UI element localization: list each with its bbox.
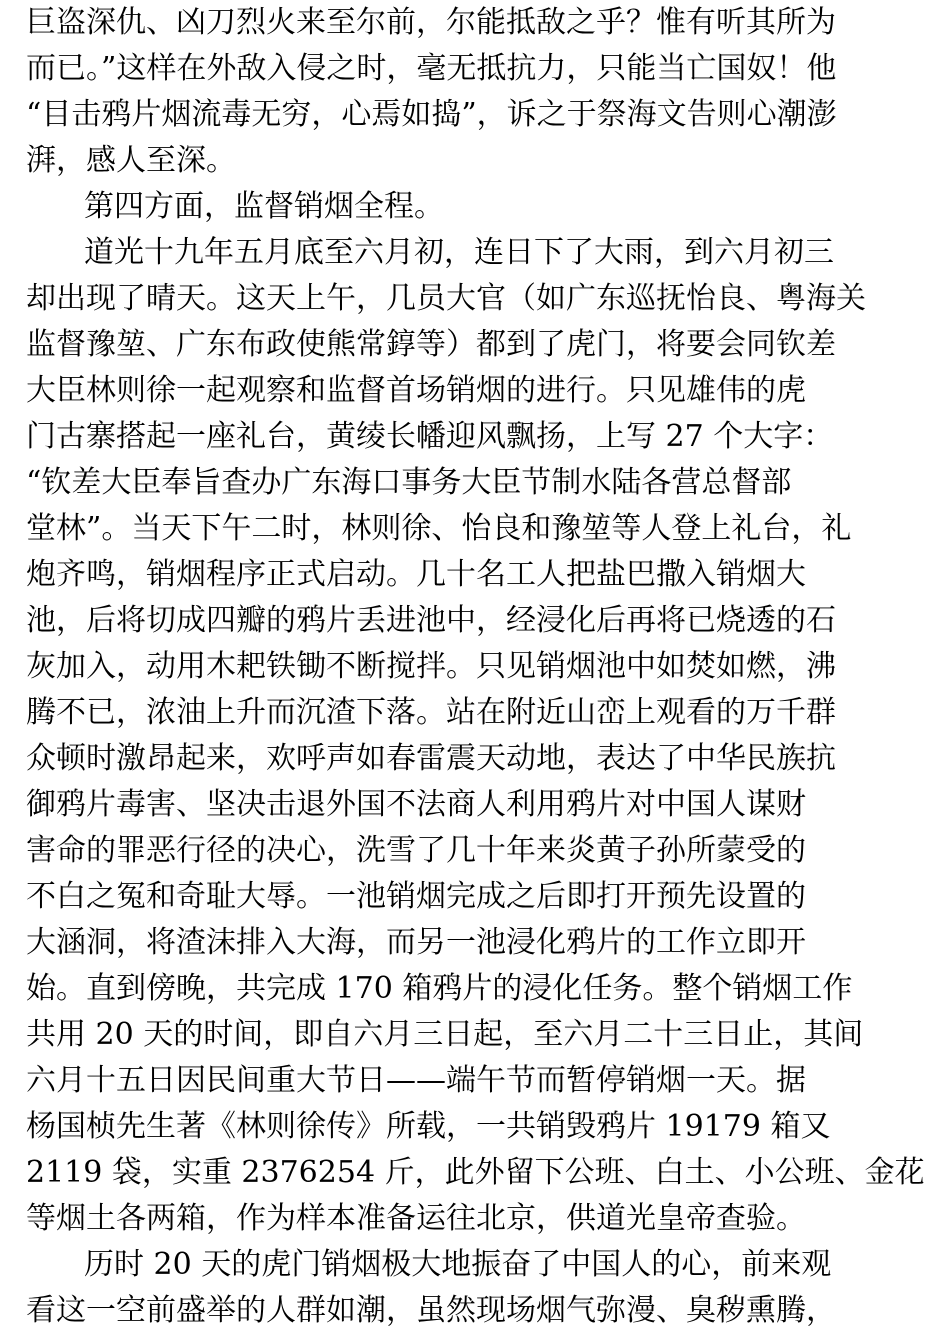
text-line-13: 炮齐鸣，销烟程序正式启动。几十名工人把盐巴撒入销烟大 xyxy=(26,557,806,592)
text-line-15: 灰加入，动用木耙铁锄不断搅拌。只见销烟池中如焚如燃，沸 xyxy=(26,649,836,684)
text-line-17: 众顿时激昂起来，欢呼声如春雷震天动地，表达了中华民族抗 xyxy=(26,741,836,776)
text-line-16: 腾不已，浓油上升而沉渣下落。站在附近山峦上观看的万千群 xyxy=(26,695,836,730)
section-heading: 第四方面，监督销烟全程。 xyxy=(84,189,444,224)
text-line-19: 害命的罪恶行径的决心，洗雪了几十年来炎黄子孙所蒙受的 xyxy=(26,833,806,868)
text-line-6: 道光十九年五月底至六月初，连日下了大雨，到六月初三 xyxy=(84,235,834,270)
text-line-21: 大涵洞，将渣沫排入大海，而另一池浸化鸦片的工作立即开 xyxy=(26,925,806,960)
text-line-8: 监督豫堃、广东布政使熊常錞等）都到了虎门，将要会同钦差 xyxy=(26,327,836,362)
text-line-20: 不白之冤和奇耻大辱。一池销烟完成之后即打开预先设置的 xyxy=(26,879,806,914)
text-line-2: 而已。”这样在外敌入侵之时，毫无抵抗力，只能当亡国奴！他 xyxy=(26,51,837,86)
text-line-24: 六月十五日因民间重大节日——端午节而暂停销烟一天。据 xyxy=(26,1063,806,1098)
text-line-11: “钦差大臣奉旨查办广东海口事务大臣节制水陆各营总督部 xyxy=(26,465,792,500)
text-line-10: 门古寨搭起一座礼台，黄绫长幡迎风飘扬，上写 27 个大字： xyxy=(26,419,834,454)
text-line-23: 共用 20 天的时间，即自六月三日起，至六月二十三日止，其间 xyxy=(26,1017,864,1052)
text-line-29: 看这一空前盛举的人群如潮，虽然现场烟气弥漫、臭秽熏腾， xyxy=(26,1293,836,1328)
text-line-22: 始。直到傍晚，共完成 170 箱鸦片的浸化任务。整个销烟工作 xyxy=(26,971,853,1006)
text-line-4: 湃，感人至深。 xyxy=(26,143,236,178)
text-line-18: 御鸦片毒害、坚决击退外国不法商人利用鸦片对中国人谋财 xyxy=(26,787,806,822)
text-line-9: 大臣林则徐一起观察和监督首场销烟的进行。只见雄伟的虎 xyxy=(26,373,806,408)
text-line-3: “目击鸦片烟流毒无穷，心焉如捣”，诉之于祭海文告则心潮澎 xyxy=(26,97,837,132)
text-line-14: 池，后将切成四瓣的鸦片丢进池中，经浸化后再将已烧透的石 xyxy=(26,603,836,638)
text-line-26: 2119 袋，实重 2376254 斤，此外留下公班、白土、小公班、金花 xyxy=(26,1155,925,1190)
text-line-25: 杨国桢先生著《林则徐传》所载，一共销毁鸦片 19179 箱又 xyxy=(26,1109,831,1144)
text-line-12: 堂林”。当天下午二时，林则徐、怡良和豫堃等人登上礼台，礼 xyxy=(26,511,852,546)
text-line-1: 巨盗深仇、凶刀烈火来至尔前，尔能抵敌之乎？惟有听其所为 xyxy=(26,5,836,40)
text-line-28: 历时 20 天的虎门销烟极大地振奋了中国人的心，前来观 xyxy=(84,1247,832,1282)
text-line-27: 等烟土各两箱，作为样本准备运往北京，供道光皇帝查验。 xyxy=(26,1201,806,1236)
text-line-7: 却出现了晴天。这天上午，几员大官（如广东巡抚怡良、粤海关 xyxy=(26,281,866,316)
